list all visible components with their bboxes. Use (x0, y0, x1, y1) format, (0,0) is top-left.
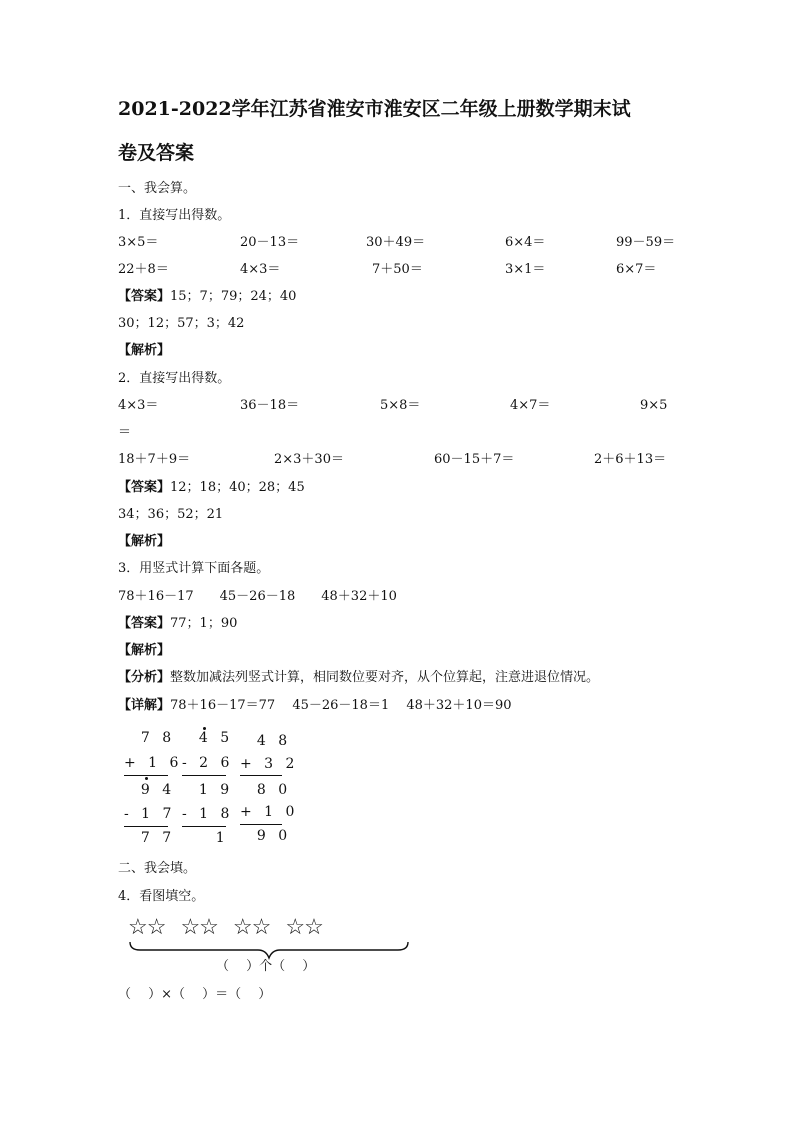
q1-answer-line2: 30；12；57；3；42 (118, 316, 245, 331)
xiangjie-text: 78＋16－17＝77 45－26－18＝1 48＋32＋10＝90 (170, 698, 512, 713)
q1-item: 99－59＝ (616, 235, 676, 250)
q1-item: 4×3＝ (240, 262, 281, 277)
vertical-row: 8 0 (240, 782, 292, 798)
doc-title-line1: 2021-2022学年江苏省淮安市淮安区二年级上册数学期末试 (118, 98, 631, 120)
q2-answer-line2: 34；36；52；21 (118, 507, 224, 522)
q4-label: 4．看图填空。 (118, 889, 205, 904)
star-icon-group: ☆☆ (285, 915, 323, 940)
vertical-row: 4 8 (240, 733, 292, 749)
q2-item: 2×3＋30＝ (274, 452, 344, 467)
vertical-row: + 3 2 (240, 756, 299, 772)
section-heading-2: 二、我会填。 (118, 861, 197, 876)
answer-text: 77；1；90 (170, 616, 238, 631)
q1-label: 1．直接写出得数。 (118, 208, 231, 223)
vertical-row: 1 9 (182, 782, 234, 798)
star-icon-group: ☆☆ (128, 915, 166, 940)
q2-label: 2．直接写出得数。 (118, 371, 231, 386)
brace-label: （ ）个（ ） (216, 959, 316, 974)
xiangjie-tag: 【详解】 (118, 698, 171, 713)
answer-tag: 【答案】 (118, 616, 171, 631)
vertical-rule (240, 775, 282, 776)
star-groups (128, 915, 338, 941)
answer-text: 12；18；40；28；45 (170, 480, 305, 495)
vertical-rule (240, 824, 282, 825)
fenxi-text: 整数加减法列竖式计算，相同数位要对齐，从个位算起，注意进退位情况。 (170, 670, 600, 685)
star-icon-group: ☆☆ (180, 915, 218, 940)
q1-item: 3×5＝ (118, 235, 159, 250)
q1-answer (118, 288, 296, 306)
vertical-row: - 1 8 (182, 806, 234, 822)
q1-analysis-tag: 【解析】 (118, 343, 171, 358)
vertical-row: 9 0 (240, 828, 292, 844)
q1-item: 3×1＝ (505, 262, 546, 277)
q1-item: 30＋49＝ (366, 235, 426, 250)
q2-item: 4×7＝ (510, 398, 551, 413)
vertical-row: 1 (182, 830, 229, 846)
q1-item: 7＋50＝ (372, 262, 423, 277)
vertical-row: - 1 7 (124, 806, 176, 822)
section-heading-1: 一、我会算。 (118, 181, 197, 196)
q2-item: 36－18＝ (240, 398, 300, 413)
vertical-row: 4 5 (182, 730, 234, 746)
q2-item: 60－15＋7＝ (434, 452, 515, 467)
vertical-row: - 2 6 (182, 755, 234, 771)
doc-title-line2: 卷及答案 (118, 142, 195, 164)
q1-item: 22＋8＝ (118, 262, 169, 277)
q2-item: 18＋7＋9＝ (118, 452, 191, 467)
q3-answer (118, 615, 237, 633)
vertical-row: + 1 6 (124, 755, 183, 771)
q2-item: 2＋6＋13＝ (594, 452, 667, 467)
vertical-rule (182, 826, 226, 827)
q2-item: 9×5 (640, 398, 668, 413)
answer-tag: 【答案】 (118, 480, 171, 495)
vertical-rule (124, 775, 168, 776)
answer-tag: 【答案】 (118, 289, 171, 304)
q2-answer (118, 479, 305, 497)
vertical-row: + 1 0 (240, 804, 299, 820)
fenxi-tag: 【分析】 (118, 670, 171, 685)
q4-equation: （ ）×（ ）＝（ ） (118, 987, 272, 1002)
q1-item: 6×4＝ (505, 235, 546, 250)
q3-analysis-tag: 【解析】 (118, 643, 171, 658)
q3-xiangjie (118, 697, 512, 715)
q2-item: 5×8＝ (380, 398, 421, 413)
vertical-row: 7 8 (124, 730, 176, 746)
carry-dot (145, 777, 148, 780)
answer-text: 15；7；79；24；40 (170, 289, 297, 304)
q1-item: 20－13＝ (240, 235, 300, 250)
q2-item-wrap: ＝ (118, 425, 132, 440)
vertical-row: 9 4 (124, 782, 176, 798)
curly-brace-icon (128, 940, 410, 960)
star-icon-group: ☆☆ (232, 915, 271, 940)
q1-item: 6×7＝ (616, 262, 657, 277)
q2-item: 4×3＝ (118, 398, 159, 413)
q2-analysis-tag: 【解析】 (118, 534, 171, 549)
q3-problems: 78＋16－17 45－26－18 48＋32＋10 (118, 589, 397, 604)
vertical-rule (124, 826, 168, 827)
q3-label: 3．用竖式计算下面各题。 (118, 561, 270, 576)
vertical-rule (182, 775, 226, 776)
vertical-row: 7 7 (124, 830, 176, 846)
q3-fenxi (118, 669, 599, 687)
